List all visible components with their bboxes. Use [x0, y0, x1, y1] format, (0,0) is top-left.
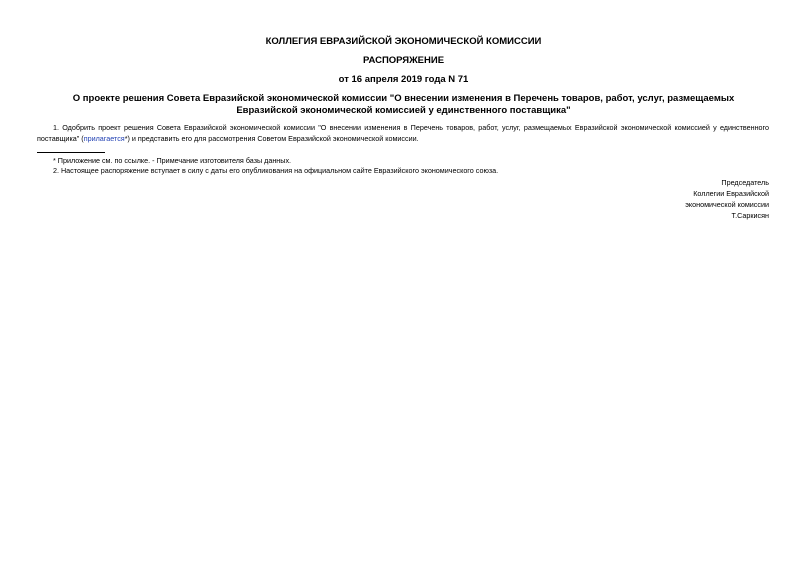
document-type-heading: РАСПОРЯЖЕНИЕ: [362, 55, 445, 66]
paragraph-1: [37, 122, 769, 144]
signature-position: Председатель: [721, 178, 769, 187]
paragraph-2: [37, 165, 769, 176]
document-title: О проекте решения Совета Евразийской экономической комиссии "О внесении изменения в Перечень товаров, работ, услуг, размещаемых Евразийской экономической комиссией у единственного поставщика": [72, 93, 735, 116]
organization-heading: КОЛЛЕГИЯ ЕВРАЗИЙСКОЙ ЭКОНОМИЧЕСКОЙ КОМИССИИ: [265, 36, 542, 47]
signature-name: Т.Саркисян: [731, 211, 769, 220]
paragraph-1-text-before-link: 1. Одобрить проект решения Совета Евразийской экономической комиссии "О внесении изменения в Перечень товаров, работ, услуг, размещаемых Евразийской экономической комиссией у единственного поставщика" (: [37, 123, 769, 143]
paragraph-1-text-after-link: *) и представить его для рассмотрения Советом Евразийской экономической комиссии.: [124, 134, 419, 143]
signature-organization-line-1: Коллегии Евразийской: [693, 189, 769, 198]
footnote-divider: [37, 152, 105, 153]
document-date-number: от 16 апреля 2019 года N 71: [338, 74, 469, 85]
paragraph-2-text: 2. Настоящее распоряжение вступает в силу с даты его опубликования на официальном сайте Евразийского экономического союза.: [53, 166, 499, 175]
attachment-link[interactable]: прилагается: [83, 134, 125, 143]
footnote-text: * Приложение см. по ссылке. - Примечание изготовителя базы данных.: [53, 156, 292, 165]
signature-organization-line-2: экономической комиссии: [685, 200, 769, 209]
